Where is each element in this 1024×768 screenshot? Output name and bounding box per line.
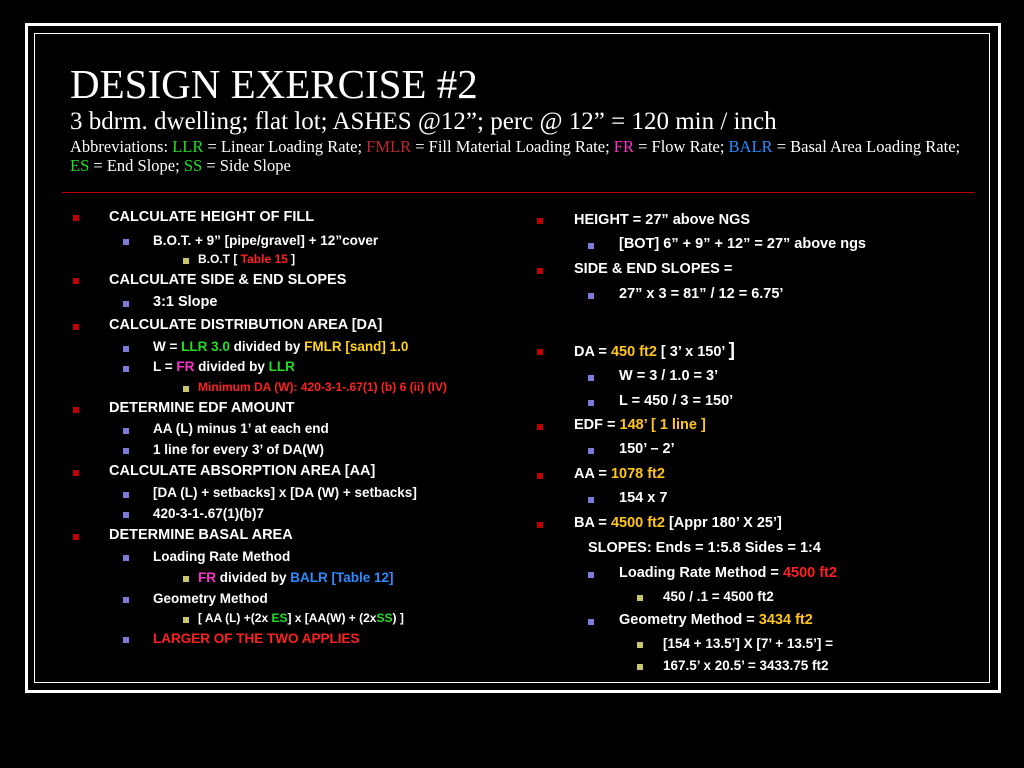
bullet-icon bbox=[183, 258, 189, 264]
item-text: [ 3’ x 150’ bbox=[656, 344, 729, 360]
item-highlight: 450 ft2 bbox=[610, 344, 657, 360]
list-item: AA (L) minus 1’ at each end bbox=[153, 421, 329, 436]
abbr-ss-def: = Side Slope bbox=[202, 156, 291, 175]
list-item bbox=[619, 612, 813, 628]
item-highlight: 3434 ft2 bbox=[758, 612, 813, 628]
item-highlight: Table 15 bbox=[240, 252, 288, 266]
item-highlight: LLR 3.0 bbox=[181, 339, 230, 354]
abbr-fmlr-def: = Fill Material Loading Rate; bbox=[411, 137, 614, 156]
list-item: 27” x 3 = 81” / 12 = 6.75’ bbox=[619, 286, 784, 302]
item-text: ] x [AA(W) + (2x bbox=[287, 611, 377, 625]
bullet-icon bbox=[537, 218, 543, 224]
item-text: EDF = bbox=[574, 417, 620, 433]
list-item: [BOT] 6” + 9” + 12” = 27” above ngs bbox=[619, 236, 866, 252]
bullet-icon bbox=[588, 619, 594, 625]
list-item: SLOPES: Ends = 1:5.8 Sides = 1:4 bbox=[588, 540, 821, 556]
item-highlight: ES bbox=[271, 611, 288, 625]
abbr-balr: BALR bbox=[728, 137, 773, 156]
bullet-icon bbox=[73, 534, 79, 540]
list-item: CALCULATE DISTRIBUTION AREA [DA] bbox=[109, 317, 383, 333]
slide-subtitle: 3 bdrm. dwelling; flat lot; ASHES @12”; perc @ 12” = 120 min / inch bbox=[70, 108, 777, 135]
abbr-es-def: = End Slope; bbox=[89, 156, 184, 175]
list-item: 420-3-1-.67(1)(b)7 bbox=[153, 506, 265, 521]
item-text: [Appr 180’ X 25’] bbox=[664, 515, 782, 531]
list-item: DETERMINE BASAL AREA bbox=[109, 527, 293, 543]
list-item: LARGER OF THE TWO APPLIES bbox=[153, 631, 360, 646]
item-text: ) ] bbox=[392, 611, 404, 625]
item-highlight: FMLR [sand] 1.0 bbox=[304, 339, 409, 354]
list-item: [DA (L) + setbacks] x [DA (W) + setbacks] bbox=[153, 485, 417, 500]
bullet-icon bbox=[123, 555, 129, 561]
list-item: CALCULATE SIDE & END SLOPES bbox=[109, 272, 347, 288]
list-item bbox=[619, 565, 837, 581]
item-text: W = bbox=[153, 339, 182, 354]
list-item: CALCULATE HEIGHT OF FILL bbox=[109, 209, 315, 225]
slide-title: DESIGN EXERCISE #2 bbox=[70, 61, 478, 107]
abbr-prefix: Abbreviations: bbox=[70, 137, 173, 156]
bullet-icon bbox=[588, 400, 594, 406]
list-item: [154 + 13.5’] X [7’ + 13.5’] = bbox=[663, 636, 833, 651]
item-text: B.O.T [ bbox=[198, 252, 241, 266]
list-item: HEIGHT = 27” above NGS bbox=[574, 212, 751, 228]
item-text: divided by bbox=[194, 359, 269, 374]
list-item bbox=[198, 611, 404, 625]
list-item: Geometry Method bbox=[153, 591, 268, 606]
item-text: AA = bbox=[574, 466, 611, 482]
bullet-icon bbox=[537, 349, 543, 355]
bullet-icon bbox=[123, 512, 129, 518]
bullet-icon bbox=[123, 428, 129, 434]
bullet-icon bbox=[588, 243, 594, 249]
abbr-llr-def: = Linear Loading Rate; bbox=[203, 137, 367, 156]
abbr-es: ES bbox=[70, 156, 90, 175]
bullet-icon bbox=[588, 497, 594, 503]
abbr-balr-def: = Basal Area Loading Rate; bbox=[772, 137, 961, 156]
list-item: B.O.T. + 9” [pipe/gravel] + 12”cover bbox=[153, 233, 379, 248]
bullet-icon bbox=[73, 407, 79, 413]
item-text: ] bbox=[287, 252, 296, 266]
bullet-icon bbox=[588, 375, 594, 381]
bullet-icon bbox=[123, 366, 129, 372]
list-item: L = 450 / 3 = 150’ bbox=[619, 393, 734, 409]
bullet-icon bbox=[123, 448, 129, 454]
bullet-icon bbox=[637, 664, 643, 670]
list-item: 150’ – 2’ bbox=[619, 441, 675, 457]
bullet-icon bbox=[73, 215, 79, 221]
bullet-icon bbox=[73, 470, 79, 476]
list-item: Loading Rate Method bbox=[153, 549, 291, 564]
bullet-icon bbox=[123, 597, 129, 603]
bullet-icon bbox=[183, 617, 189, 623]
bullet-icon bbox=[637, 642, 643, 648]
list-item: 167.5’ x 20.5’ = 3433.75 ft2 bbox=[663, 658, 829, 673]
list-item: 1 line for every 3’ of DA(W) bbox=[153, 442, 325, 457]
bullet-icon bbox=[537, 473, 543, 479]
list-item bbox=[574, 515, 782, 531]
item-highlight: 4500 ft2 bbox=[610, 515, 665, 531]
item-highlight: 148’ [ 1 line ] bbox=[619, 417, 706, 433]
bullet-icon bbox=[537, 268, 543, 274]
abbr-fr-def: = Flow Rate; bbox=[633, 137, 729, 156]
abbreviations-line bbox=[70, 137, 970, 175]
abbr-fmlr: FMLR bbox=[366, 137, 412, 156]
abbr-llr: LLR bbox=[172, 137, 204, 156]
list-item bbox=[574, 466, 665, 482]
item-text: BA = bbox=[574, 515, 611, 531]
bullet-icon bbox=[123, 346, 129, 352]
item-text: [ AA (L) +(2x bbox=[198, 611, 272, 625]
bullet-icon bbox=[588, 572, 594, 578]
list-item: W = 3 / 1.0 = 3’ bbox=[619, 368, 719, 384]
list-item bbox=[198, 252, 295, 266]
item-text: Loading Rate Method = bbox=[619, 565, 783, 581]
list-item bbox=[198, 570, 394, 585]
item-text: Geometry Method = bbox=[619, 612, 759, 628]
bullet-icon bbox=[537, 522, 543, 528]
bullet-icon bbox=[588, 293, 594, 299]
item-highlight: FR bbox=[198, 570, 216, 585]
list-item: CALCULATE ABSORPTION AREA [AA] bbox=[109, 463, 376, 479]
list-item: DETERMINE EDF AMOUNT bbox=[109, 400, 295, 416]
list-item: 450 / .1 = 4500 ft2 bbox=[663, 589, 774, 604]
title-divider bbox=[62, 192, 974, 193]
bullet-icon bbox=[73, 278, 79, 284]
list-item bbox=[574, 417, 706, 433]
item-highlight: LLR bbox=[268, 359, 295, 374]
list-item: 154 x 7 bbox=[619, 490, 668, 506]
list-item bbox=[153, 359, 295, 374]
item-text: DA = bbox=[574, 344, 611, 360]
bullet-icon bbox=[183, 576, 189, 582]
bullet-icon bbox=[73, 324, 79, 330]
item-text: L = bbox=[153, 359, 177, 374]
bullet-icon bbox=[637, 595, 643, 601]
list-item: SIDE & END SLOPES = bbox=[574, 261, 733, 277]
bullet-icon bbox=[537, 424, 543, 430]
item-text: ] bbox=[728, 340, 735, 361]
bullet-icon bbox=[123, 637, 129, 643]
bullet-icon bbox=[123, 301, 129, 307]
item-text: divided by bbox=[216, 570, 291, 585]
list-item: 3:1 Slope bbox=[153, 294, 218, 310]
abbr-ss: SS bbox=[183, 156, 203, 175]
bullet-icon bbox=[183, 386, 189, 392]
list-item bbox=[153, 339, 408, 354]
bullet-icon bbox=[123, 239, 129, 245]
item-highlight: 4500 ft2 bbox=[782, 565, 837, 581]
item-highlight: SS bbox=[376, 611, 393, 625]
item-highlight: BALR [Table 12] bbox=[290, 570, 394, 585]
list-item bbox=[574, 340, 735, 362]
item-highlight: 1078 ft2 bbox=[610, 466, 665, 482]
bullet-icon bbox=[588, 448, 594, 454]
abbr-fr: FR bbox=[613, 137, 634, 156]
list-item: Minimum DA (W): 420-3-1-.67(1) (b) 6 (ii) (IV) bbox=[198, 380, 447, 394]
item-text: divided by bbox=[229, 339, 305, 354]
bullet-icon bbox=[123, 492, 129, 498]
item-highlight: FR bbox=[176, 359, 195, 374]
